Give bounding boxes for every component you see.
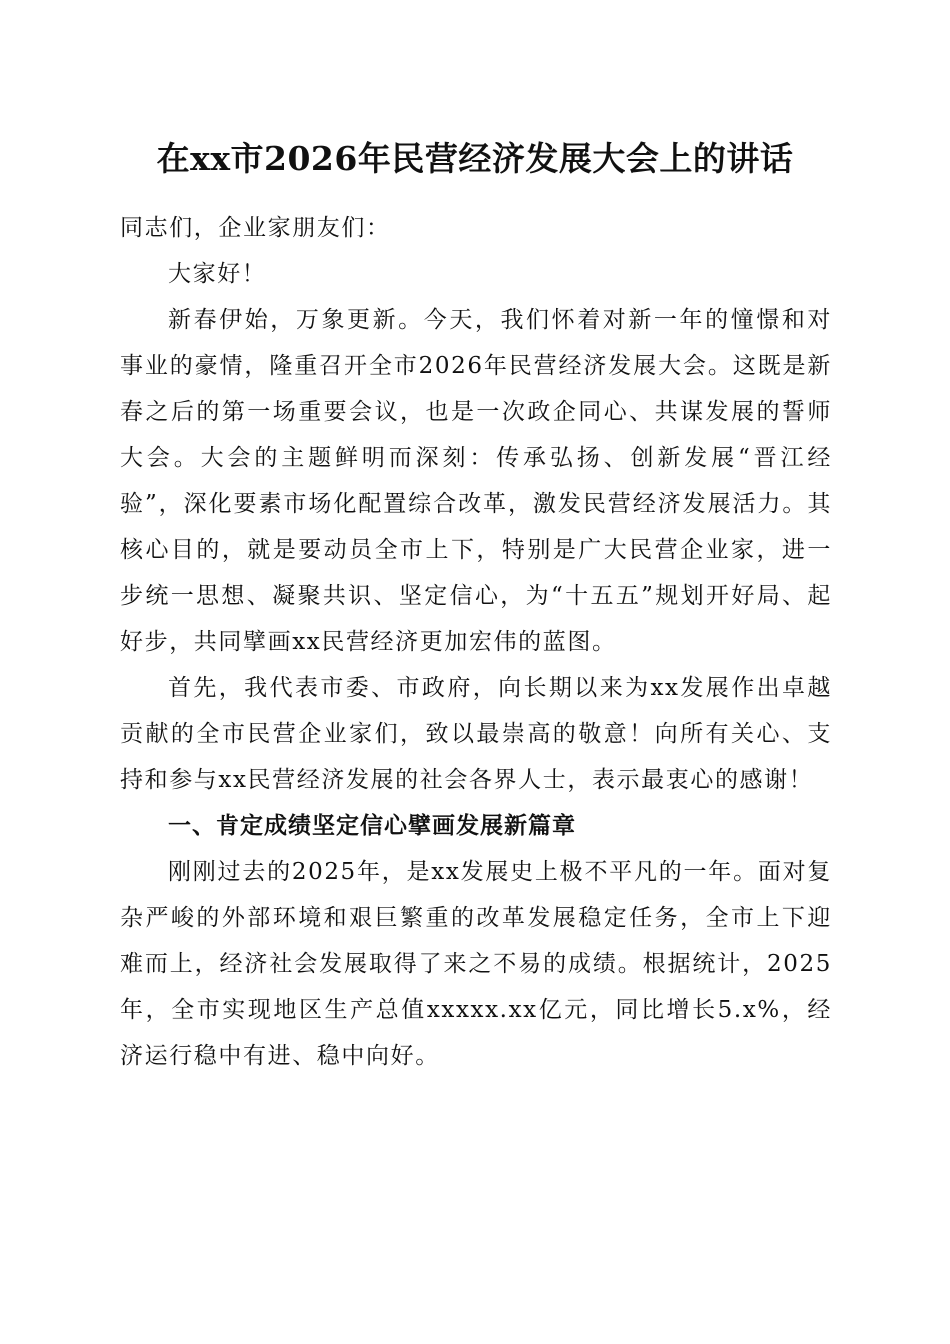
- document-body: [120, 205, 832, 1079]
- paragraph-achievements: 刚刚过去的2025年，是xx发展史上极不平凡的一年。面对复杂严峻的外部环境和艰巨繁重的改革发展稳定任务，全市上下迎难而上，经济社会发展取得了来之不易的成绩。根据统计，2025年，全市实现地区生产总值xxxxx.xx亿元，同比增长5.x%，经济运行稳中有进、稳中向好。: [120, 859, 832, 1069]
- document-title: 在xx市2026年民营经济发展大会上的讲话: [156, 139, 794, 178]
- salutation: 同志们，企业家朋友们：: [120, 215, 391, 241]
- section-heading: 一、肯定成绩坚定信心擘画发展新篇章: [168, 813, 576, 839]
- paragraph-thanks: 首先，我代表市委、市政府，向长期以来为xx发展作出卓越贡献的全市民营企业家们，致以最崇高的敬意！向所有关心、支持和参与xx民营经济发展的社会各界人士，表示最衷心的感谢！: [120, 675, 832, 793]
- paragraph-opening: 新春伊始，万象更新。今天，我们怀着对新一年的憧憬和对事业的豪情，隆重召开全市2026年民营经济发展大会。这既是新春之后的第一场重要会议，也是一次政企同心、共谋发展的誓师大会。大会的主题鲜明而深刻：传承弘扬、创新发展“晋江经验”，深化要素市场化配置综合改革，激发民营经济发展活力。其核心目的，就是要动员全市上下，特别是广大民营企业家，进一步统一思想、凝聚共识、坚定信心，为“十五五”规划开好局、起好步，共同擘画xx民营经济更加宏伟的蓝图。: [120, 307, 832, 655]
- greeting: 大家好！: [168, 261, 267, 287]
